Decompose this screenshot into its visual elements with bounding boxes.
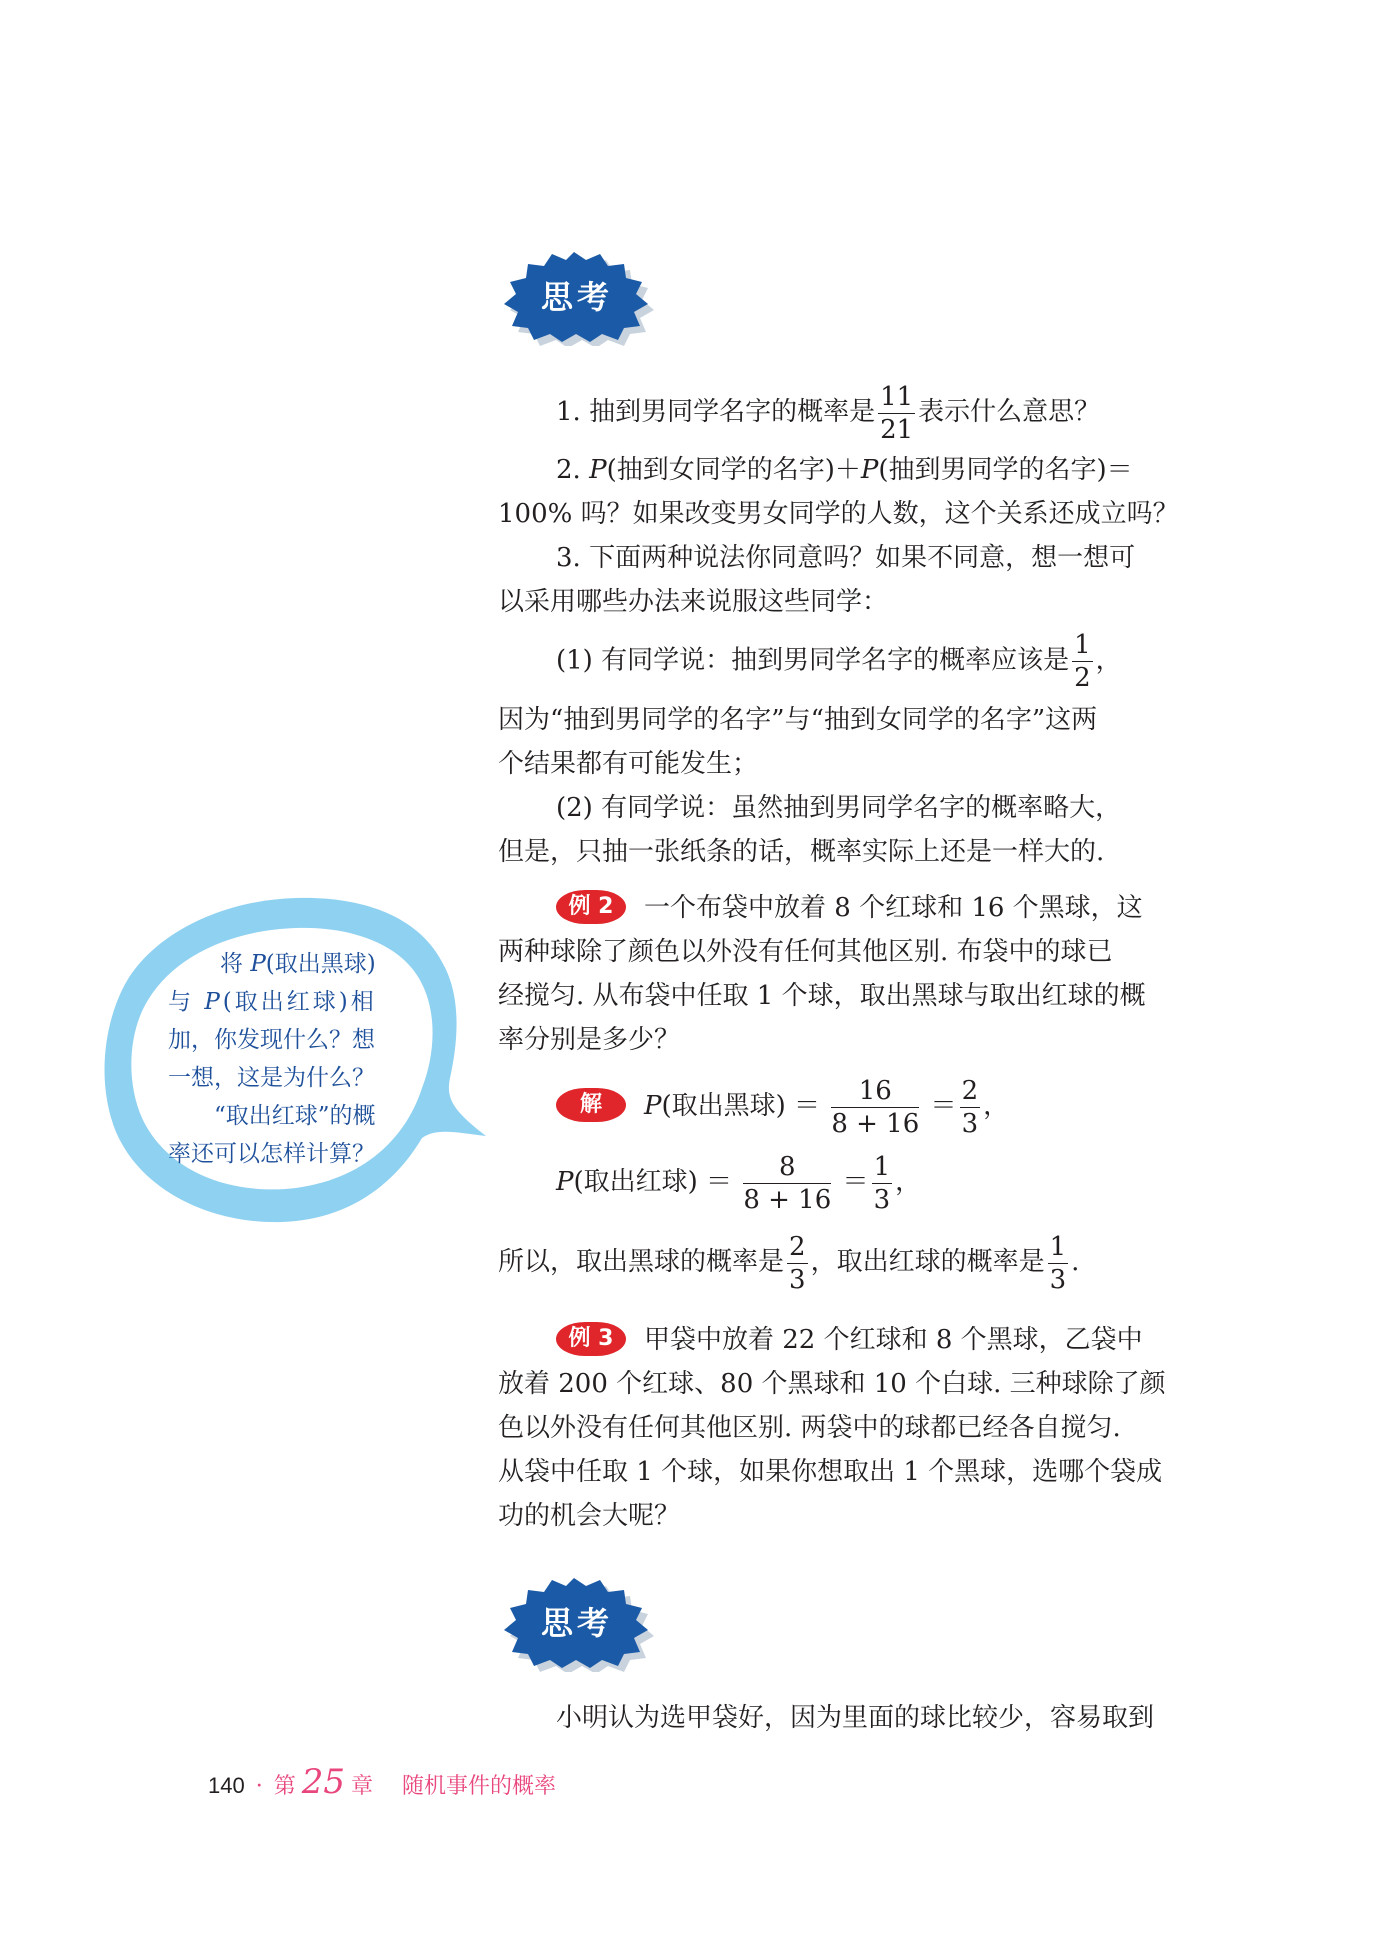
think-badge	[496, 248, 658, 346]
bubble-line	[168, 983, 408, 1021]
bubble-line: 一想，这是为什么？	[168, 1065, 375, 1091]
page-number: 140	[208, 1773, 245, 1798]
speech-bubble-text	[168, 945, 408, 1173]
equation-text: (取出黑球) ＝	[661, 1091, 821, 1121]
think-badge	[496, 1574, 658, 1672]
bubble-text-fragment: 与	[168, 989, 205, 1015]
fraction	[743, 1151, 832, 1215]
question-2-line-2: 100% 吗？如果改变男女同学的人数，这个关系还成立吗？	[498, 499, 1179, 529]
punctuation: ，	[1095, 645, 1122, 676]
fraction	[831, 1075, 920, 1139]
prob-symbol: P	[644, 1091, 662, 1121]
fraction-numerator: 1	[1074, 630, 1091, 660]
fraction	[787, 1231, 808, 1295]
conclusion-text-b: ，取出红球的概率是	[810, 1247, 1045, 1277]
bubble-line: 率还可以怎样计算？	[168, 1141, 375, 1167]
bubble-text-fragment: 将	[220, 951, 251, 977]
prob-symbol: P	[860, 455, 879, 485]
chapter-prefix: 第	[273, 1774, 296, 1799]
example-2-line-2: 两种球除了颜色以外没有任何其他区别. 布袋中的球已	[498, 937, 1113, 967]
chapter-suffix: 章	[351, 1774, 374, 1799]
fraction-numerator: 16	[831, 1078, 919, 1108]
solution-line-2	[556, 1152, 921, 1213]
page-footer	[208, 1762, 556, 1802]
equals-sign: ＝	[930, 1091, 957, 1121]
think-badge-label: 思考	[540, 278, 613, 316]
bubble-text-fragment: (取出黑球)	[265, 951, 376, 977]
fraction	[872, 1151, 893, 1215]
bubble-line: “取出红球”的概	[214, 1103, 376, 1129]
example-2-line-1	[556, 888, 1143, 928]
punctuation: .	[1071, 1247, 1080, 1277]
example-3-line-1	[556, 1320, 1143, 1360]
statement-1-line-1	[556, 632, 1122, 691]
prob-symbol: P	[250, 951, 266, 977]
question-3-line-2: 以采用哪些办法来说服这些同学：	[498, 587, 889, 617]
example-3-text: 甲袋中放着 22 个红球和 8 个黑球，乙袋中	[644, 1325, 1143, 1355]
fraction-numerator: 11	[880, 381, 914, 412]
example-3-badge: 例 3	[556, 1322, 626, 1356]
question-2-line-1	[556, 450, 1133, 490]
example-3-line-5: 功的机会大呢？	[498, 1501, 681, 1531]
fraction-denominator: 3	[873, 1184, 891, 1215]
chapter-title: 随机事件的概率	[402, 1774, 557, 1799]
fraction-denominator: 3	[961, 1108, 979, 1139]
solution-conclusion	[498, 1232, 1079, 1293]
fraction	[1072, 632, 1093, 691]
solution-badge: 解	[556, 1088, 626, 1122]
example-2-text: 一个布袋中放着 8 个红球和 16 个黑球，这	[644, 893, 1143, 923]
statement-1-line-3: 个结果都有可能发生；	[498, 749, 759, 779]
thinking-2-line-1: 小明认为选甲袋好，因为里面的球比较少，容易取到	[556, 1703, 1155, 1733]
fraction-numerator: 2	[961, 1075, 979, 1106]
fraction	[1048, 1231, 1069, 1295]
fraction	[960, 1075, 981, 1139]
question-1-text-end: 表示什么意思？	[918, 397, 1101, 427]
fraction-denominator: 3	[789, 1264, 806, 1295]
chapter-number: 25	[301, 1762, 345, 1802]
equation-text: (取出红球) ＝	[573, 1167, 733, 1197]
question-2-text-b: (抽到男同学的名字)＝	[878, 455, 1133, 485]
fraction-denominator: 21	[880, 414, 914, 445]
question-1-text: 1. 抽到男同学名字的概率是	[556, 397, 876, 427]
example-3-line-3: 色以外没有任何其他区别. 两袋中的球都已经各自搅匀.	[498, 1413, 1121, 1443]
bubble-line: 加，你发现什么？想	[168, 1027, 375, 1053]
statement-2-line-1: (2) 有同学说：虽然抽到男同学名字的概率略大，	[556, 793, 1122, 823]
question-2-text-a: (抽到女同学的名字)＋	[606, 455, 861, 485]
punctuation: ，	[895, 1167, 922, 1197]
fraction	[878, 381, 915, 445]
example-2-badge: 例 2	[556, 890, 626, 924]
fraction-numerator: 2	[789, 1231, 806, 1262]
fraction-denominator: 8 + 16	[743, 1184, 832, 1215]
prob-symbol: P	[556, 1167, 574, 1197]
fraction-numerator: 8	[743, 1154, 831, 1184]
fraction-denominator: 2	[1074, 663, 1091, 693]
footer-dot: ·	[255, 1774, 263, 1799]
bubble-line	[168, 945, 408, 983]
statement-1-text: (1) 有同学说：抽到男同学名字的概率应该是	[556, 645, 1070, 676]
statement-1-line-2: 因为“抽到男同学的名字”与“抽到女同学的名字”这两	[498, 705, 1098, 735]
equals-sign: ＝	[842, 1167, 869, 1197]
question-number: 2.	[556, 455, 590, 485]
prob-symbol: P	[589, 455, 607, 485]
punctuation: ，	[983, 1091, 1010, 1121]
example-3-line-4: 从袋中任取 1 个球，如果你想取出 1 个黑球，选哪个袋成	[498, 1457, 1163, 1487]
bubble-text-fragment: (取出红球)相	[222, 989, 377, 1015]
prob-symbol: P	[204, 989, 223, 1015]
fraction-denominator: 8 + 16	[831, 1108, 920, 1139]
solution-line-1	[556, 1076, 1009, 1137]
fraction-denominator: 3	[1049, 1264, 1067, 1295]
question-3-line-1: 3. 下面两种说法你同意吗？如果不同意，想一想可	[556, 543, 1136, 573]
conclusion-text-a: 所以，取出黑球的概率是	[498, 1247, 785, 1277]
think-badge-label: 思考	[540, 1604, 613, 1642]
example-3-line-2: 放着 200 个红球、80 个黑球和 10 个白球. 三种球除了颜	[498, 1369, 1166, 1399]
fraction-numerator: 1	[1049, 1231, 1067, 1262]
example-2-line-4: 率分别是多少？	[498, 1025, 681, 1055]
example-2-line-3: 经搅匀. 从布袋中任取 1 个球，取出黑球与取出红球的概	[498, 981, 1146, 1011]
fraction-numerator: 1	[873, 1151, 891, 1182]
statement-2-line-2: 但是，只抽一张纸条的话，概率实际上还是一样大的.	[498, 837, 1105, 867]
question-1	[556, 382, 1100, 443]
